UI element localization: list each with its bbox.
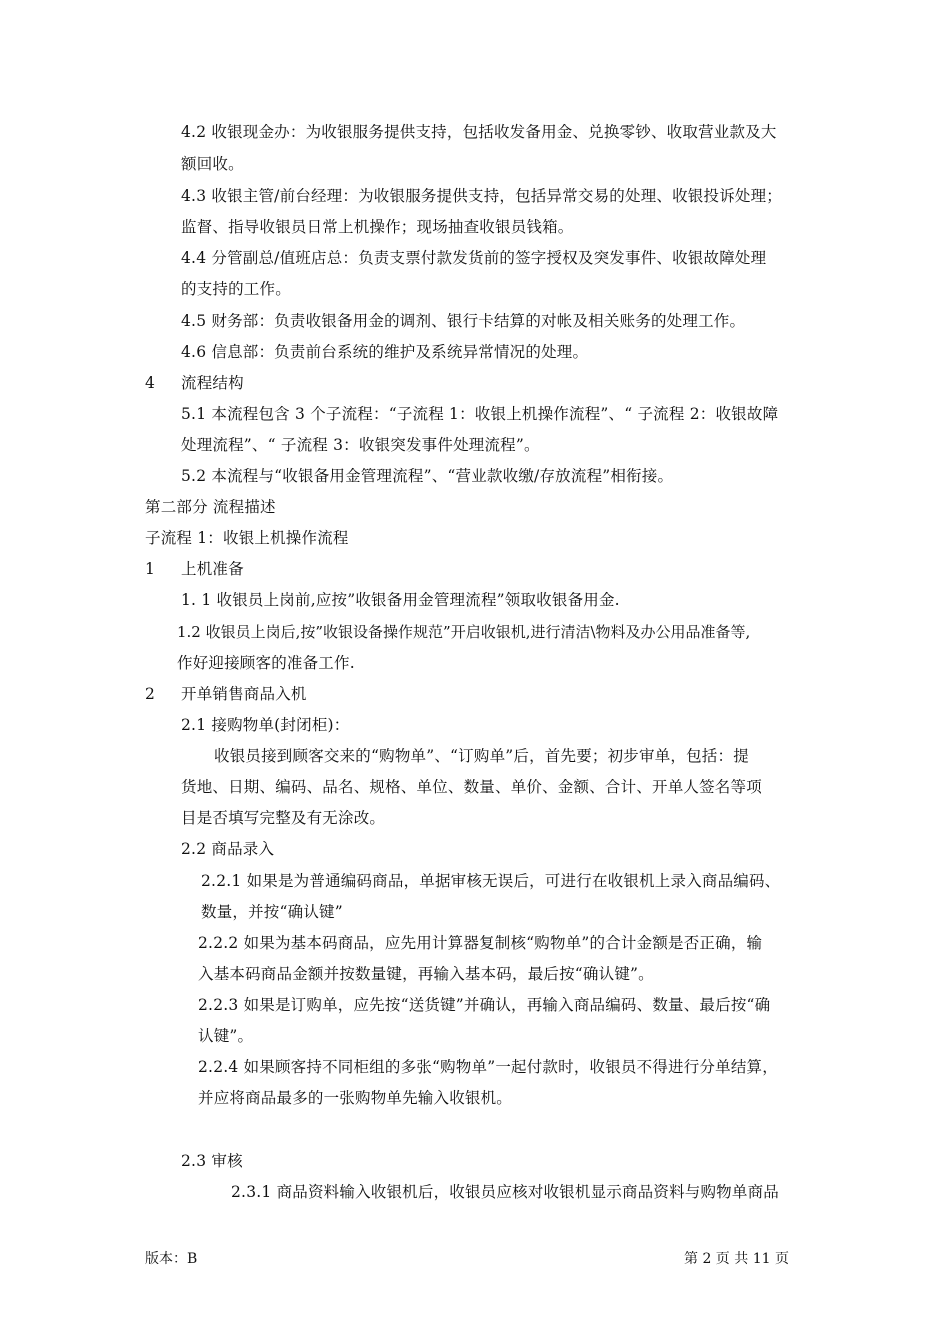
subprocess-1-heading: 子流程 1：收银上机操作流程	[145, 529, 349, 547]
para-2-2-1-line2: 数量，并按“确认键”	[201, 903, 343, 921]
para-4-2-line2: 额回收。	[181, 155, 244, 173]
section-heading-sales-entry: 开单销售商品入机	[181, 685, 307, 703]
para-4-3-line1: 4.3 收银主管/前台经理：为收银服务提供支持，包括异常交易的处理、收银投诉处理；	[181, 187, 783, 205]
para-2-2-3-line2: 认键”。	[198, 1027, 254, 1045]
para-2-2-2-line1: 2.2.2 如果为基本码商品，应先用计算器复制核“购物单”的合计金额是否正确，输	[198, 934, 763, 952]
section-number-4: 4	[145, 374, 155, 392]
para-5-1-line2: 处理流程”、“ 子流程 3：收银突发事件处理流程”。	[181, 436, 540, 454]
para-2-2-4-line1: 2.2.4 如果顾客持不同柜组的多张“购物单”一起付款时，收银员不得进行分单结算，	[198, 1058, 778, 1076]
section-heading-preparation: 上机准备	[181, 560, 244, 578]
para-4-4-line1: 4.4 分管副总/值班店总：负责支票付款发货前的签字授权及突发事件、收银故障处理	[181, 249, 767, 267]
para-1-2-line1: 1.2 收银员上岗后,按”收银设备操作规范”开启收银机,进行清洁\物料及办公用品准备等,	[177, 623, 751, 641]
para-2-3-1: 2.3.1 商品资料输入收银机后，收银员应核对收银机显示商品资料与购物单商品	[231, 1183, 779, 1201]
para-1-2-line2: 作好迎接顾客的准备工作.	[177, 654, 355, 672]
para-1-1: 1. 1 收银员上岗前,应按”收银备用金管理流程”领取收银备用金.	[181, 591, 620, 609]
para-4-5: 4.5 财务部：负责收银备用金的调剂、银行卡结算的对帐及相关账务的处理工作。	[181, 312, 746, 330]
para-2-1-body-line3: 目是否填写完整及有无涂改。	[181, 809, 386, 827]
section-number-2: 2	[145, 685, 155, 703]
para-2-2-1-line1: 2.2.1 如果是为普通编码商品，单据审核无误后，可进行在收银机上录入商品编码、	[201, 872, 781, 890]
para-2-1-body-line1: 收银员接到顾客交来的“购物单”、“订购单”后，首先要；初步审单，包括：提	[214, 747, 749, 765]
footer-page-number: 第 2 页 共 11 页	[684, 1251, 789, 1267]
para-4-6: 4.6 信息部：负责前台系统的维护及系统异常情况的处理。	[181, 343, 589, 361]
para-5-2: 5.2 本流程与“收银备用金管理流程”、“营业款收缴/存放流程”相衔接。	[181, 467, 674, 485]
para-2-2-4-line2: 并应将商品最多的一张购物单先输入收银机。	[198, 1089, 513, 1107]
part-two-heading: 第二部分 流程描述	[145, 498, 276, 516]
para-4-3-line2: 监督、指导收银员日常上机操作；现场抽查收银员钱箱。	[181, 218, 574, 236]
para-2-1: 2.1 接购物单(封闭柜)：	[181, 716, 350, 734]
para-2-1-body-line2: 货地、日期、编码、品名、规格、单位、数量、单价、金额、合计、开单人签名等项	[181, 778, 762, 796]
para-5-1-line1: 5.1 本流程包含 3 个子流程：“子流程 1：收银上机操作流程”、“ 子流程 2：收银故障	[181, 405, 779, 423]
para-2-3: 2.3 审核	[181, 1152, 243, 1170]
section-heading-structure: 流程结构	[181, 374, 244, 392]
para-2-2: 2.2 商品录入	[181, 840, 275, 858]
para-2-2-3-line1: 2.2.3 如果是订购单，应先按“送货键”并确认，再输入商品编码、数量、最后按“确	[198, 996, 771, 1014]
para-2-2-2-line2: 入基本码商品金额并按数量键，再输入基本码，最后按“确认键”。	[198, 965, 654, 983]
section-number-1: 1	[145, 560, 155, 578]
footer-version: 版本：B	[145, 1251, 198, 1267]
para-4-2-line1: 4.2 收银现金办：为收银服务提供支持，包括收发备用金、兑换零钞、收取营业款及大	[181, 123, 777, 141]
para-4-4-line2: 的支持的工作。	[181, 280, 291, 298]
